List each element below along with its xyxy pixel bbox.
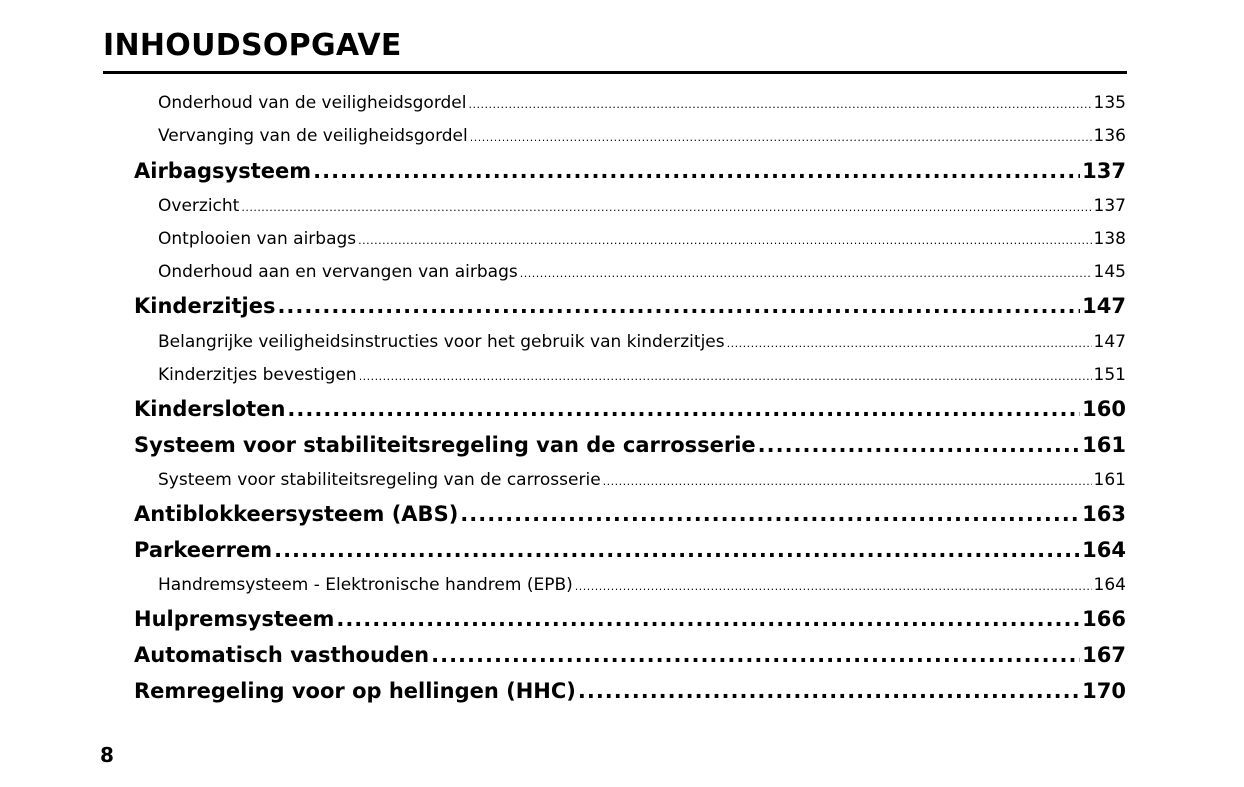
- toc-entry-label: Antiblokkeersysteem (ABS): [134, 502, 459, 526]
- dot-leader: [460, 502, 1080, 526]
- dot-leader: [603, 475, 1092, 488]
- toc-entry-page: 163: [1082, 502, 1126, 526]
- toc-entry-label: Handremsysteem - Elektronische handrem (EPB): [158, 575, 573, 595]
- toc-entry-stabiliteitsregeling[interactable]: [134, 433, 1126, 463]
- page-title: INHOUDSOPGAVE: [103, 28, 402, 63]
- dot-leader: [287, 397, 1080, 421]
- toc-entry-abs[interactable]: [134, 502, 1126, 532]
- dot-leader: [727, 337, 1092, 350]
- toc-entry-kinderzitjes-bevestigen[interactable]: [158, 365, 1126, 389]
- toc-entry-label: Parkeerrem: [134, 538, 273, 562]
- toc-entry-label: Kindersloten: [134, 397, 286, 421]
- toc-entry-ontplooien-airbags[interactable]: [158, 229, 1126, 253]
- toc-entry-label: Ontplooien van airbags: [158, 229, 357, 249]
- dot-leader: [575, 580, 1092, 593]
- toc-entry-kinderzitjes[interactable]: [134, 294, 1126, 324]
- toc-entry-parkeerrem[interactable]: [134, 538, 1126, 568]
- toc-entry-label: Onderhoud van de veiligheidsgordel: [158, 93, 467, 113]
- toc-entry-page: 160: [1082, 397, 1126, 421]
- toc-entry-page: 167: [1082, 643, 1126, 667]
- toc-entry-stabiliteitsregeling-sub[interactable]: [158, 470, 1126, 494]
- toc-entry-page: 145: [1093, 262, 1126, 282]
- dot-leader: [578, 679, 1080, 703]
- toc-entry-label: Airbagsysteem: [134, 159, 312, 183]
- toc-entry-page: 147: [1082, 294, 1126, 318]
- toc-entry-page: 151: [1093, 365, 1126, 385]
- dot-leader: [277, 294, 1080, 318]
- dot-leader: [520, 267, 1092, 280]
- dot-leader: [758, 433, 1080, 457]
- dot-leader: [241, 201, 1091, 214]
- toc-entry-label: Kinderzitjes bevestigen: [158, 365, 357, 385]
- toc-entry-label: Belangrijke veiligheidsinstructies voor het gebruik van kinderzitjes: [158, 332, 725, 352]
- toc-entry-label: Automatisch vasthouden: [134, 643, 430, 667]
- dot-leader: [470, 131, 1092, 144]
- toc-entry-page: 164: [1093, 575, 1126, 595]
- toc-entry-page: 164: [1082, 538, 1126, 562]
- toc-entry-page: 161: [1082, 433, 1126, 457]
- toc-entry-page: 170: [1082, 679, 1126, 703]
- toc-entry-page: 147: [1093, 332, 1126, 352]
- toc-entry-kindersloten[interactable]: [134, 397, 1126, 427]
- toc-entry-label: Remregeling voor op hellingen (HHC): [134, 679, 576, 703]
- toc-entry-hhc[interactable]: [134, 679, 1126, 709]
- toc-entry-onderhoud-airbags[interactable]: [158, 262, 1126, 286]
- dot-leader: [431, 643, 1080, 667]
- toc-entry-page: 135: [1093, 93, 1126, 113]
- toc-entry-page: 136: [1093, 126, 1126, 146]
- toc-entry-label: Kinderzitjes: [134, 294, 276, 318]
- toc-entry-overzicht[interactable]: [158, 196, 1126, 220]
- dot-leader: [358, 234, 1091, 247]
- toc-entry-hulpremsysteem[interactable]: [134, 607, 1126, 637]
- toc-entry-label: Overzicht: [158, 196, 240, 216]
- toc-entry-onderhoud-veiligheidsgordel[interactable]: [158, 93, 1126, 117]
- toc-entry-page: 138: [1093, 229, 1126, 249]
- toc-entry-handremsysteem[interactable]: [158, 575, 1126, 599]
- toc-entry-automatisch-vasthouden[interactable]: [134, 643, 1126, 673]
- page-number: 8: [100, 743, 114, 767]
- toc-entry-label: Systeem voor stabiliteitsregeling van de carrosserie: [134, 433, 756, 457]
- dot-leader: [469, 98, 1092, 111]
- toc-entry-label: Systeem voor stabiliteitsregeling van de carrosserie: [158, 470, 601, 490]
- toc-entry-page: 166: [1082, 607, 1126, 631]
- toc-entry-page: 137: [1082, 159, 1126, 183]
- dot-leader: [336, 607, 1080, 631]
- toc-entry-airbagsysteem[interactable]: [134, 159, 1126, 189]
- toc-entry-label: Vervanging van de veiligheidsgordel: [158, 126, 468, 146]
- toc-entry-veiligheidsinstructies-kinderzitjes[interactable]: [158, 332, 1126, 356]
- toc-entry-label: Onderhoud aan en vervangen van airbags: [158, 262, 518, 282]
- dot-leader: [359, 370, 1092, 383]
- toc-entry-page: 161: [1093, 470, 1126, 490]
- dot-leader: [313, 159, 1080, 183]
- toc-entry-label: Hulpremsysteem: [134, 607, 335, 631]
- dot-leader: [274, 538, 1080, 562]
- toc-entry-vervanging-veiligheidsgordel[interactable]: [158, 126, 1126, 150]
- toc-entry-page: 137: [1093, 196, 1126, 216]
